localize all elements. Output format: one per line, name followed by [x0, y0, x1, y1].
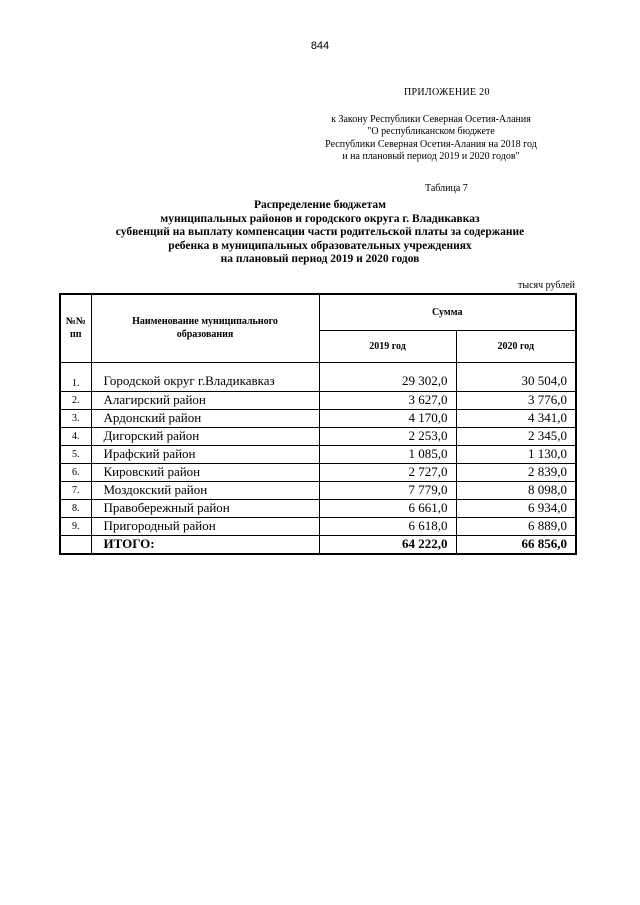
appendix-title: ПРИЛОЖЕНИЕ 20: [404, 87, 490, 98]
municipality-name: Кировский район: [91, 463, 319, 481]
appendix-caption: [300, 114, 562, 163]
document-title: [60, 199, 580, 267]
total-2020: 66 856,0: [456, 535, 576, 554]
table-row: [60, 463, 576, 481]
value-2020: 3 776,0: [456, 391, 576, 409]
value-2020: 2 345,0: [456, 427, 576, 445]
total-num-cell: [60, 535, 91, 554]
appendix-line: Республики Северная Осетия-Алания на 2018 год: [325, 138, 537, 150]
table-row: [60, 481, 576, 499]
value-2020: 6 889,0: [456, 517, 576, 535]
value-2020: 8 098,0: [456, 481, 576, 499]
value-2019: 2 253,0: [319, 427, 456, 445]
title-line: на плановый период 2019 и 2020 годов: [220, 253, 420, 266]
municipality-name: Городской округ г.Владикавказ: [91, 362, 319, 391]
value-2020: 6 934,0: [456, 499, 576, 517]
row-number: 3.: [60, 409, 91, 427]
table-row: [60, 445, 576, 463]
title-line: субвенций на выплату компенсации части родительской платы за содержание: [115, 226, 525, 239]
municipality-name: Ардонский район: [91, 409, 319, 427]
table-row: [60, 409, 576, 427]
table-row: [60, 427, 576, 445]
row-number: 1.: [60, 362, 91, 391]
value-2019: 7 779,0: [319, 481, 456, 499]
row-number: 9.: [60, 517, 91, 535]
value-2019: 29 302,0: [319, 362, 456, 391]
title-line: Распределение бюджетам: [254, 199, 386, 211]
appendix-line: к Закону Республики Северная Осетия-Алания: [331, 114, 531, 125]
header-num: №№ пп: [60, 294, 91, 362]
row-number: 8.: [60, 499, 91, 517]
value-2020: 30 504,0: [456, 362, 576, 391]
total-row: [60, 535, 576, 554]
appendix-line: "О республиканском бюджете: [367, 126, 495, 138]
value-2020: 2 839,0: [456, 463, 576, 481]
header-2019: 2019 год: [319, 330, 456, 362]
value-2019: 6 618,0: [319, 517, 456, 535]
table-row: [60, 499, 576, 517]
value-2019: 4 170,0: [319, 409, 456, 427]
title-line: ребенка в муниципальных образовательных учреждениях: [168, 239, 472, 252]
municipality-name: Алагирский район: [91, 391, 319, 409]
total-2019: 64 222,0: [319, 535, 456, 554]
row-number: 5.: [60, 445, 91, 463]
value-2019: 2 727,0: [319, 463, 456, 481]
municipality-name: Правобережный район: [91, 499, 319, 517]
row-number: 2.: [60, 391, 91, 409]
municipality-name: Пригородный район: [91, 517, 319, 535]
header-sum: Сумма: [319, 294, 576, 330]
header-name: Наименование муниципального образования: [91, 294, 319, 362]
row-number: 7.: [60, 481, 91, 499]
title-line: муниципальных районов и городского округа г. Владикавказ: [160, 212, 480, 225]
municipality-name: Ирафский район: [91, 445, 319, 463]
appendix-line: и на плановый период 2019 и 2020 годов": [342, 150, 520, 162]
row-number: 6.: [60, 463, 91, 481]
table-row: [60, 517, 576, 535]
header-2020: 2020 год: [456, 330, 576, 362]
unit-label: тысяч рублей: [517, 280, 575, 291]
page-number: 844: [310, 40, 330, 52]
budget-table: [59, 293, 577, 555]
table-row: [60, 362, 576, 391]
value-2019: 1 085,0: [319, 445, 456, 463]
municipality-name: Моздокский район: [91, 481, 319, 499]
value-2020: 4 341,0: [456, 409, 576, 427]
value-2019: 3 627,0: [319, 391, 456, 409]
value-2019: 6 661,0: [319, 499, 456, 517]
value-2020: 1 130,0: [456, 445, 576, 463]
total-label: ИТОГО:: [91, 535, 319, 554]
table-reference: Таблица 7: [425, 183, 468, 194]
row-number: 4.: [60, 427, 91, 445]
table-row: [60, 391, 576, 409]
municipality-name: Дигорский район: [91, 427, 319, 445]
